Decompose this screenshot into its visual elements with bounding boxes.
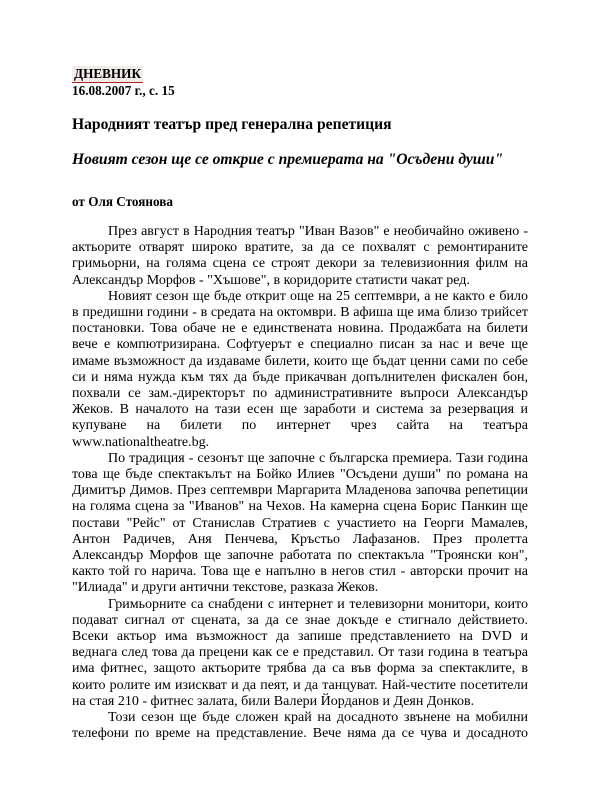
article-title: Народният театър пред генерална репетиция: [72, 116, 392, 133]
article-body: [72, 224, 528, 743]
article-author: от Оля Стоянова: [72, 194, 173, 209]
article-subtitle: Новият сезон ще се открие с премиерата на "Осъдени души": [72, 151, 504, 168]
publication-date: 16.08.2007 г., с. 15: [72, 83, 175, 98]
paragraph: Този сезон ще бъде сложен край на досадното звънене на мобилни телефони по време на представление. Вече няма да се чува и досадното: [72, 710, 528, 742]
paragraph: Новият сезон ще бъде открит още на 25 септември, а не както е било в предишни години - в средата на октомври. В афиша ще има близо трийсет постановки. Това обаче не е единствената новина. Продажбата на билети вече е компютризирана. Софтуерът е специално писан за нас и вече ще имаме възможност да издаваме билети, които ще бъдат ценни сами по себе си и няма нужда към тях да бъде прикачван допълнителен фискален бон, похвали се зам.-директорът по административните въпроси Александър Жеков. В началото на тази есен ще заработи и система за резервация и купуване на билети по интернет чрез сайта на театъра www.nationaltheatre.bg.: [72, 288, 528, 450]
paragraph: Гримьорните са снабдени с интернет и телевизорни монитори, които подават сигнал от сцената, за да се знае докъде е стигнало действието. Всеки актьор има възможност да запише представлението на DVD и веднага след това да прецени как се е представил. От тази година в театъра има фитнес, защото актьорите трябва да са във форма за спектаклите, в които ролите им изискват и да пеят, и да танцуват. Най-честите посетители на стая 210 - фитнес залата, били Валери Йорданов и Деян Донков.: [72, 596, 528, 709]
paragraph: По традиция - сезонът ще започне с българска премиера. Тази година това ще бъде спектакълът на Бойко Илиев "Осъдени души" по романа на Димитър Димов. През септември Маргарита Младенова започва репетиции на голяма сцена за "Иванов" на Чехов. На камерна сцена Борис Панкин ще постави "Рейс" от Станислав Стратиев с участието на Георги Мамалев, Антон Радичев, Аня Пенчева, Кръстьо Лафазанов. През пролетта Александър Морфов ще започне работата по спектакъла "Троянски кон", както той го нарича. Това ще е напълно в негов стил - авторски прочит на "Илиада" и други антични текстове, разказа Жеков.: [72, 450, 528, 596]
newspaper-source[interactable]: ДНЕВНИК: [74, 66, 141, 81]
paragraph: През август в Народния театър "Иван Вазов" е необичайно оживено - актьорите отварят широко вратите, за да се похвалят с ремонтираните гримьорни, на голяма сцена се строят декори за телевизионния филм на Александър Морфов - "Хъшове", в коридорите статисти чакат ред.: [72, 224, 528, 288]
